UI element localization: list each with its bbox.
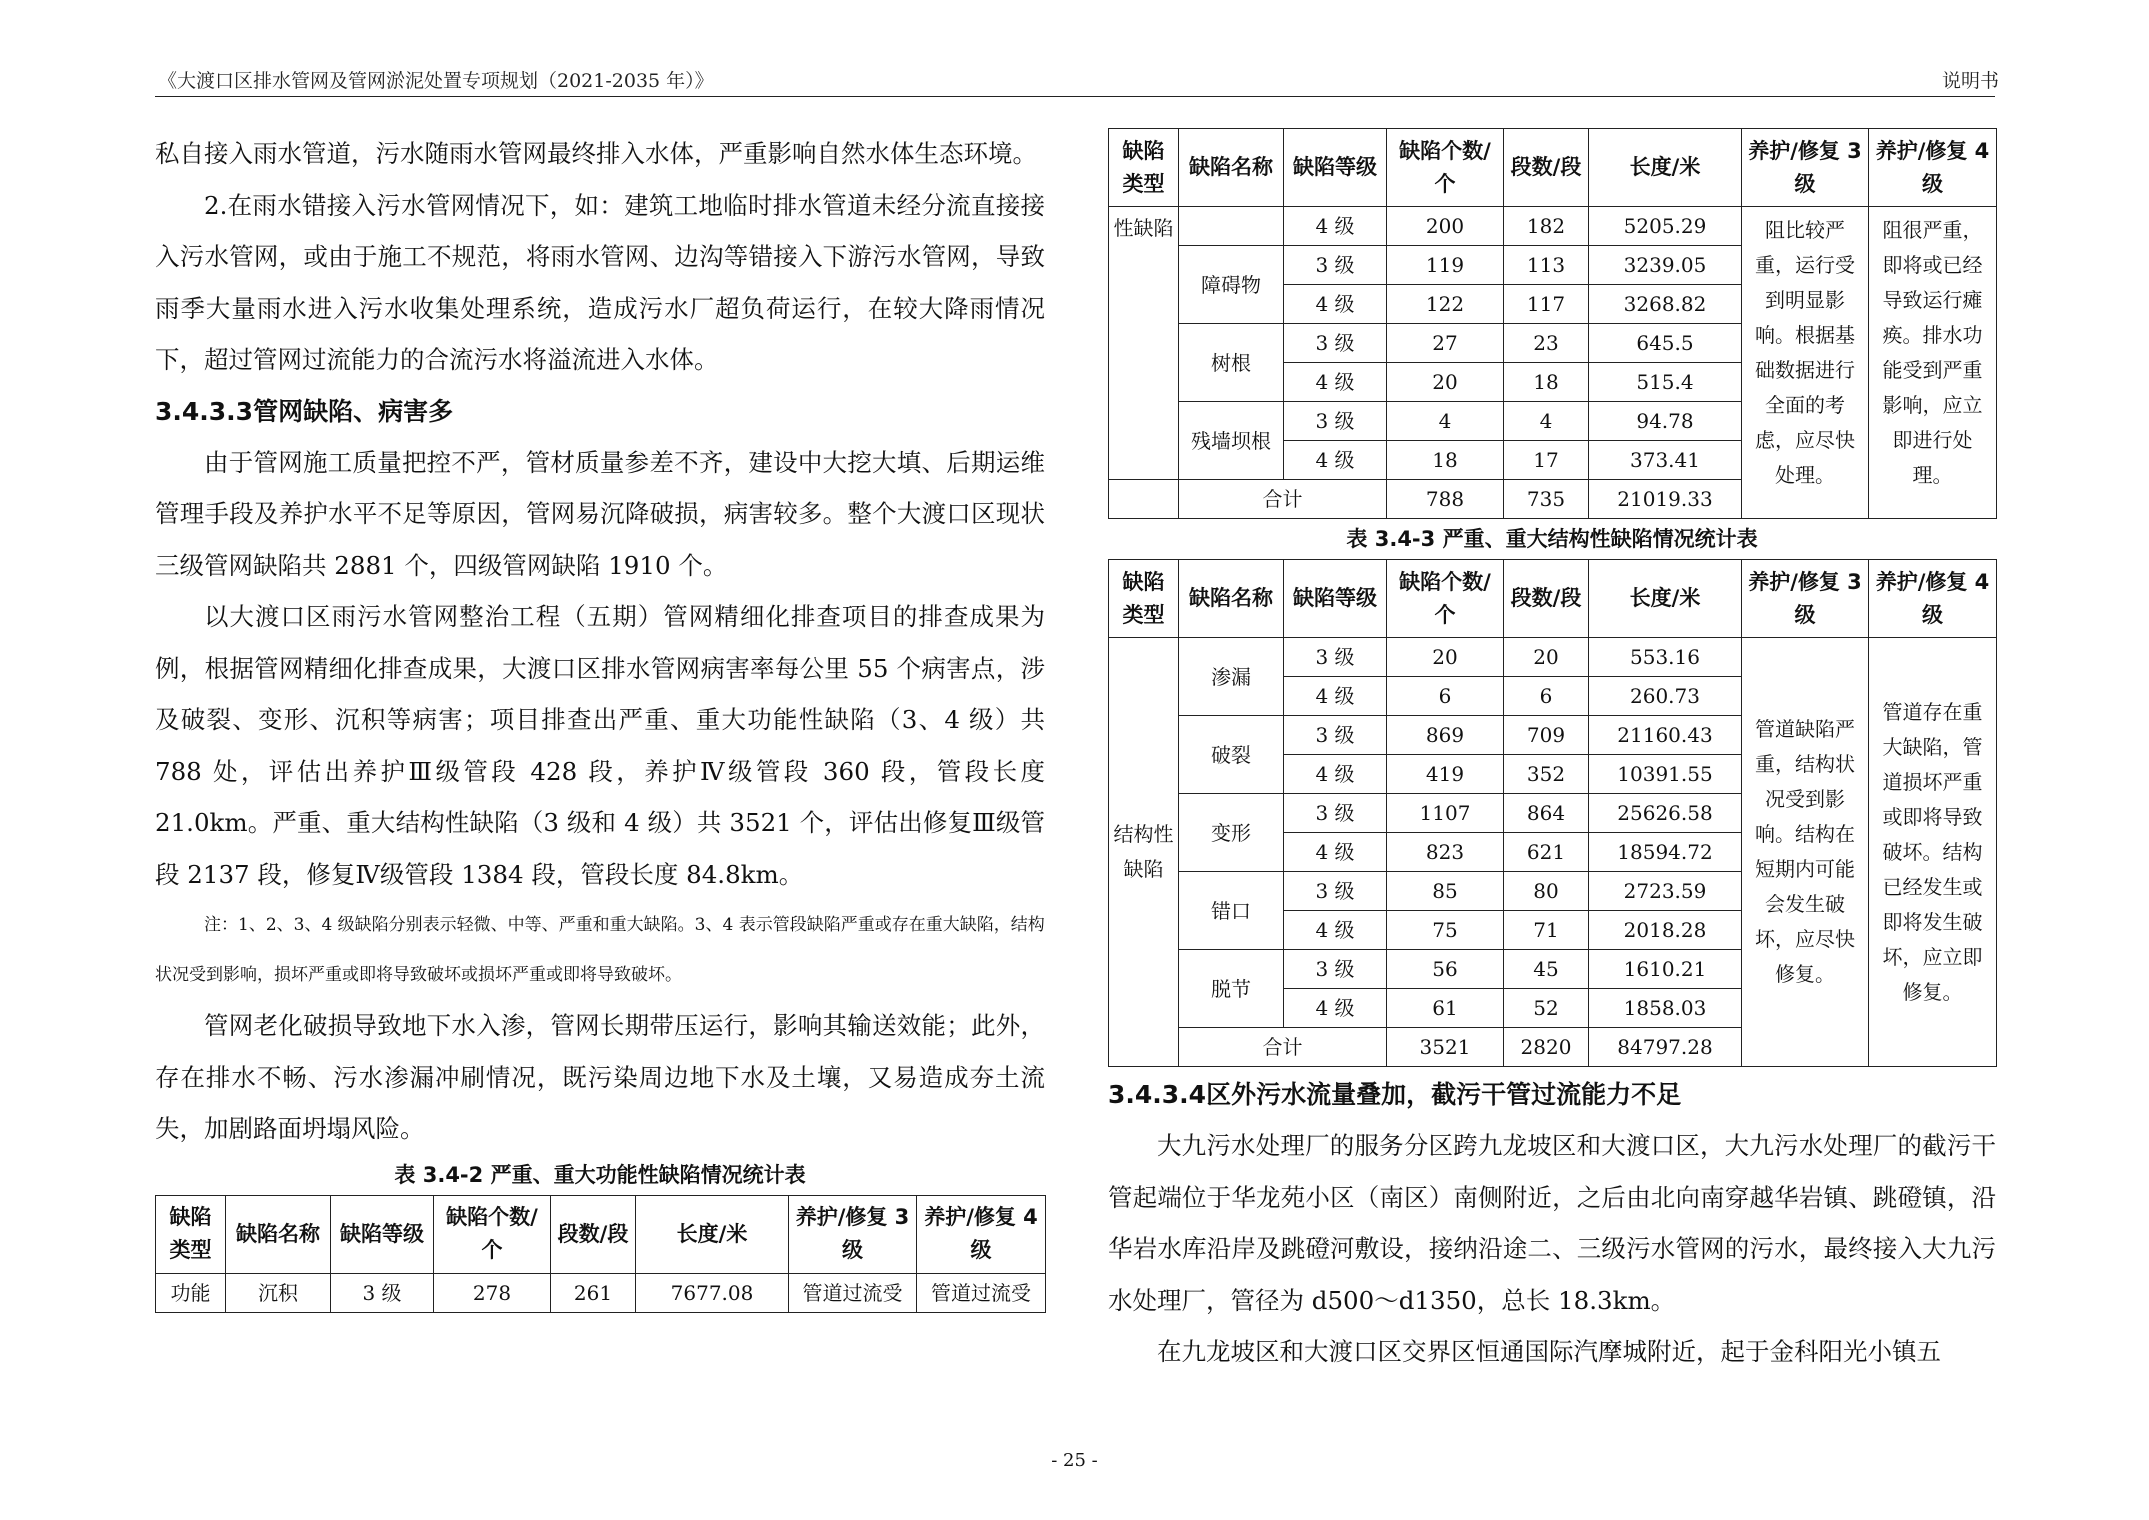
- note-defect-grades: 注：1、2、3、4 级缺陷分别表示轻微、中等、严重和重大缺陷。3、4 表示管段缺陷严重或存在重大缺陷，结构状况受到影响，损坏严重或即将导致破坏或损坏严重或即将导致破坏。: [155, 915, 1045, 985]
- cell-total-label: 合计: [1179, 1028, 1387, 1067]
- th-repair-4: 养护/修复 4 级: [1869, 129, 1997, 207]
- left-column: [155, 128, 1045, 1313]
- cell-length: 1610.21: [1589, 950, 1742, 989]
- cell-length: 3268.82: [1589, 285, 1742, 324]
- th-defect-count: 缺陷个数/个: [1387, 560, 1504, 638]
- cell-total-length: 21019.33: [1589, 480, 1742, 519]
- th-defect-type: 缺陷类型: [1109, 560, 1179, 638]
- cell-length: 260.73: [1589, 677, 1742, 716]
- cell-desc-4: 管道过流受: [917, 1273, 1046, 1312]
- paragraph-aging: 管网老化破损导致地下水入渗，管网长期带压运行，影响其输送效能；此外，存在排水不畅、污水渗漏冲刷情况，既污染周边地下水及土壤，又易造成夯土流失，加剧路面坍塌风险。: [155, 1011, 1045, 1143]
- cell-empty: [1109, 480, 1179, 519]
- cell-segments: 182: [1504, 207, 1589, 246]
- th-defect-count: 缺陷个数/个: [1387, 129, 1504, 207]
- cell-count: 61: [1387, 989, 1504, 1028]
- cell-count: 4: [1387, 402, 1504, 441]
- th-length: 长度/米: [636, 1195, 789, 1273]
- th-length: 长度/米: [1589, 129, 1742, 207]
- cell-grade: 4 级: [1284, 911, 1387, 950]
- cell-segments: 23: [1504, 324, 1589, 363]
- cell-segments: 864: [1504, 794, 1589, 833]
- cell-grade: 3 级: [1284, 872, 1387, 911]
- cell-name: 沉积: [226, 1273, 331, 1312]
- cell-grade: 3 级: [1284, 246, 1387, 285]
- cell-grade: 4 级: [1284, 755, 1387, 794]
- cell-segments: 113: [1504, 246, 1589, 285]
- cell-name: 破裂: [1179, 716, 1284, 794]
- cell-grade: 4 级: [1284, 677, 1387, 716]
- cell-length: 21160.43: [1589, 716, 1742, 755]
- cell-count: 20: [1387, 363, 1504, 402]
- cell-type: 性缺陷: [1109, 207, 1179, 480]
- cell-grade: 3 级: [1284, 324, 1387, 363]
- th-segments: 段数/段: [1504, 560, 1589, 638]
- cell-length: 1858.03: [1589, 989, 1742, 1028]
- th-defect-type: 缺陷类型: [1109, 129, 1179, 207]
- cell-segments: 52: [1504, 989, 1589, 1028]
- cell-desc-3: 管道过流受: [789, 1273, 917, 1312]
- table-3-4-2-functional-defects: [155, 1195, 1046, 1313]
- cell-count: 119: [1387, 246, 1504, 285]
- table-row: [156, 1273, 1046, 1312]
- paragraph-survey-results: 以大渡口区雨污水管网整治工程（五期）管网精细化排查项目的排查成果为例，根据管网精细化排查成果，大渡口区排水管网病害率每公里 55 个病害点，涉及破裂、变形、沉积等病害；项目排查出严重、重大功能性缺陷（3、4 级）共 788 处，评估出养护Ⅲ级管段 428 段，养护Ⅳ级管段 360 段，管段长度 21.0km。严重、重大结构性缺陷（3 级和 4 级）共 3521 个，评估出修复Ⅲ级管段 2137 段，修复Ⅳ级管段 1384 段，管段长度 84.8km。: [155, 602, 1045, 889]
- paragraph-dajiu-plant: 大九污水处理厂的服务分区跨九龙坡区和大渡口区，大九污水处理厂的截污干管起端位于华龙苑小区（南区）南侧附近，之后由北向南穿越华岩镇、跳磴镇，沿华岩水库沿岸及跳磴河敷设，接纳沿途二、三级污水管网的污水，最终接入大九污水处理厂，管径为 d500～d1350，总长 18.3km。: [1108, 1131, 1996, 1315]
- th-segments: 段数/段: [551, 1195, 636, 1273]
- cell-count: 200: [1387, 207, 1504, 246]
- table-header-row: [156, 1195, 1046, 1273]
- table-caption-3-4-2: 表 3.4-2 严重、重大功能性缺陷情况统计表: [394, 1162, 806, 1187]
- th-repair-3: 养护/修复 3 级: [1742, 129, 1869, 207]
- cell-grade: 3 级: [1284, 638, 1387, 677]
- th-defect-type: 缺陷类型: [156, 1195, 226, 1273]
- paragraph-rain-pipe: 私自接入雨水管道，污水随雨水管网最终排入水体，严重影响自然水体生态环境。: [155, 139, 1037, 168]
- th-length: 长度/米: [1589, 560, 1742, 638]
- cell-length: 553.16: [1589, 638, 1742, 677]
- running-header-title: 《大渡口区排水管网及管网淤泥处置专项规划（2021-2035 年）》: [158, 70, 714, 92]
- cell-grade: 3 级: [331, 1273, 434, 1312]
- cell-desc-4: 管道存在重大缺陷，管道损坏严重或即将导致破坏。结构已经发生或即将发生破坏，应立即修复。: [1869, 638, 1997, 1067]
- table-3-4-3-structural-defects: [1108, 559, 1997, 1067]
- cell-length: 94.78: [1589, 402, 1742, 441]
- table-3-4-2-continued: [1108, 128, 1997, 519]
- cell-desc-3: 阻比较严重，运行受到明显影响。根据基础数据进行全面的考虑，应尽快处理。: [1742, 207, 1869, 519]
- running-header-section: 说明书: [1941, 70, 1999, 92]
- th-repair-4: 养护/修复 4 级: [1869, 560, 1997, 638]
- cell-grade: 4 级: [1284, 363, 1387, 402]
- cell-grade: 3 级: [1284, 950, 1387, 989]
- paragraph-defects: 由于管网施工质量把控不严，管材质量参差不齐，建设中大挖大填、后期运维管理手段及养护水平不足等原因，管网易沉降破损，病害较多。整个大渡口区现状三级管网缺陷共 2881 个，四级管网缺陷 1910 个。: [155, 447, 1045, 580]
- th-defect-name: 缺陷名称: [1179, 560, 1284, 638]
- cell-total-count: 3521: [1387, 1028, 1504, 1067]
- cell-name: 渗漏: [1179, 638, 1284, 716]
- cell-length: 2723.59: [1589, 872, 1742, 911]
- th-segments: 段数/段: [1504, 129, 1589, 207]
- th-defect-grade: 缺陷等级: [1284, 560, 1387, 638]
- right-column: [1108, 128, 1996, 1378]
- cell-length: 2018.28: [1589, 911, 1742, 950]
- cell-grade: 4 级: [1284, 441, 1387, 480]
- cell-grade: 4 级: [1284, 989, 1387, 1028]
- th-defect-name: 缺陷名称: [1179, 129, 1284, 207]
- cell-grade: 4 级: [1284, 833, 1387, 872]
- cell-length: 515.4: [1589, 363, 1742, 402]
- cell-count: 20: [1387, 638, 1504, 677]
- cell-count: 85: [1387, 872, 1504, 911]
- th-defect-grade: 缺陷等级: [1284, 129, 1387, 207]
- cell-segments: 4: [1504, 402, 1589, 441]
- table-caption-3-4-3: 表 3.4-3 严重、重大结构性缺陷情况统计表: [1346, 527, 1758, 551]
- section-heading-3-4-3-4: 3.4.3.4区外污水流量叠加，截污干管过流能力不足: [1108, 1080, 1682, 1109]
- cell-segments: 17: [1504, 441, 1589, 480]
- th-repair-3: 养护/修复 3 级: [789, 1195, 917, 1273]
- cell-length: 645.5: [1589, 324, 1742, 363]
- cell-segments: 45: [1504, 950, 1589, 989]
- cell-segments: 6: [1504, 677, 1589, 716]
- cell-total-segments: 2820: [1504, 1028, 1589, 1067]
- cell-name: 树根: [1179, 324, 1284, 402]
- cell-segments: 709: [1504, 716, 1589, 755]
- table-row: [1109, 638, 1997, 677]
- table-header-row: [1109, 129, 1997, 207]
- cell-count: 27: [1387, 324, 1504, 363]
- cell-count: 18: [1387, 441, 1504, 480]
- cell-grade: 3 级: [1284, 402, 1387, 441]
- cell-desc-3: 管道缺陷严重，结构状况受到影响。结构在短期内可能会发生破坏，应尽快修复。: [1742, 638, 1869, 1067]
- cell-total-count: 788: [1387, 480, 1504, 519]
- cell-grade: 4 级: [1284, 207, 1387, 246]
- th-repair-3: 养护/修复 3 级: [1742, 560, 1869, 638]
- cell-count: 419: [1387, 755, 1504, 794]
- cell-length: 5205.29: [1589, 207, 1742, 246]
- paragraph-misconnection: 2.在雨水错接入污水管网情况下，如：建筑工地临时排水管道未经分流直接接入污水管网，或由于施工不规范，将雨水管网、边沟等错接入下游污水管网，导致雨季大量雨水进入污水收集处理系统，造成污水厂超负荷运行，在较大降雨情况下，超过管网过流能力的合流污水将溢流进入水体。: [155, 190, 1045, 374]
- cell-total-length: 84797.28: [1589, 1028, 1742, 1067]
- cell-grade: 3 级: [1284, 716, 1387, 755]
- cell-segments: 71: [1504, 911, 1589, 950]
- cell-name: 障碍物: [1179, 246, 1284, 324]
- table-header-row: [1109, 560, 1997, 638]
- cell-desc-4: 阻很严重，即将或已经导致运行瘫痪。排水功能受到严重影响，应立即进行处理。: [1869, 207, 1997, 519]
- cell-type: 结构性缺陷: [1109, 638, 1179, 1067]
- th-defect-count: 缺陷个数/个: [434, 1195, 551, 1273]
- cell-grade: 3 级: [1284, 794, 1387, 833]
- cell-segments: 117: [1504, 285, 1589, 324]
- cell-total-label: 合计: [1179, 480, 1387, 519]
- cell-segments: 80: [1504, 872, 1589, 911]
- cell-length: 25626.58: [1589, 794, 1742, 833]
- section-heading-3-4-3-3: 3.4.3.3管网缺陷、病害多: [155, 396, 454, 426]
- cell-length: 7677.08: [636, 1273, 789, 1312]
- cell-segments: 18: [1504, 363, 1589, 402]
- header-divider: [155, 96, 1995, 97]
- th-repair-4: 养护/修复 4 级: [917, 1195, 1046, 1273]
- th-defect-name: 缺陷名称: [226, 1195, 331, 1273]
- cell-name: 错口: [1179, 872, 1284, 950]
- cell-name: 脱节: [1179, 950, 1284, 1028]
- cell-name: 残墙坝根: [1179, 402, 1284, 480]
- cell-total-segments: 735: [1504, 480, 1589, 519]
- cell-count: 869: [1387, 716, 1504, 755]
- cell-length: 3239.05: [1589, 246, 1742, 285]
- cell-length: 373.41: [1589, 441, 1742, 480]
- cell-name: [1179, 207, 1284, 246]
- cell-count: 56: [1387, 950, 1504, 989]
- cell-count: 6: [1387, 677, 1504, 716]
- cell-count: 823: [1387, 833, 1504, 872]
- page-number: - 25 -: [1051, 1450, 1098, 1471]
- cell-count: 122: [1387, 285, 1504, 324]
- cell-segments: 621: [1504, 833, 1589, 872]
- cell-type: 功能: [156, 1273, 226, 1312]
- th-defect-grade: 缺陷等级: [331, 1195, 434, 1273]
- cell-segments: 20: [1504, 638, 1589, 677]
- cell-count: 1107: [1387, 794, 1504, 833]
- cell-grade: 4 级: [1284, 285, 1387, 324]
- cell-segments: 352: [1504, 755, 1589, 794]
- paragraph-boundary-area: 在九龙坡区和大渡口区交界区恒通国际汽摩城附近，起于金科阳光小镇五: [1157, 1337, 1941, 1366]
- cell-length: 10391.55: [1589, 755, 1742, 794]
- cell-segments: 261: [551, 1273, 636, 1312]
- cell-length: 18594.72: [1589, 833, 1742, 872]
- cell-name: 变形: [1179, 794, 1284, 872]
- table-row: [1109, 207, 1997, 246]
- cell-count: 278: [434, 1273, 551, 1312]
- cell-count: 75: [1387, 911, 1504, 950]
